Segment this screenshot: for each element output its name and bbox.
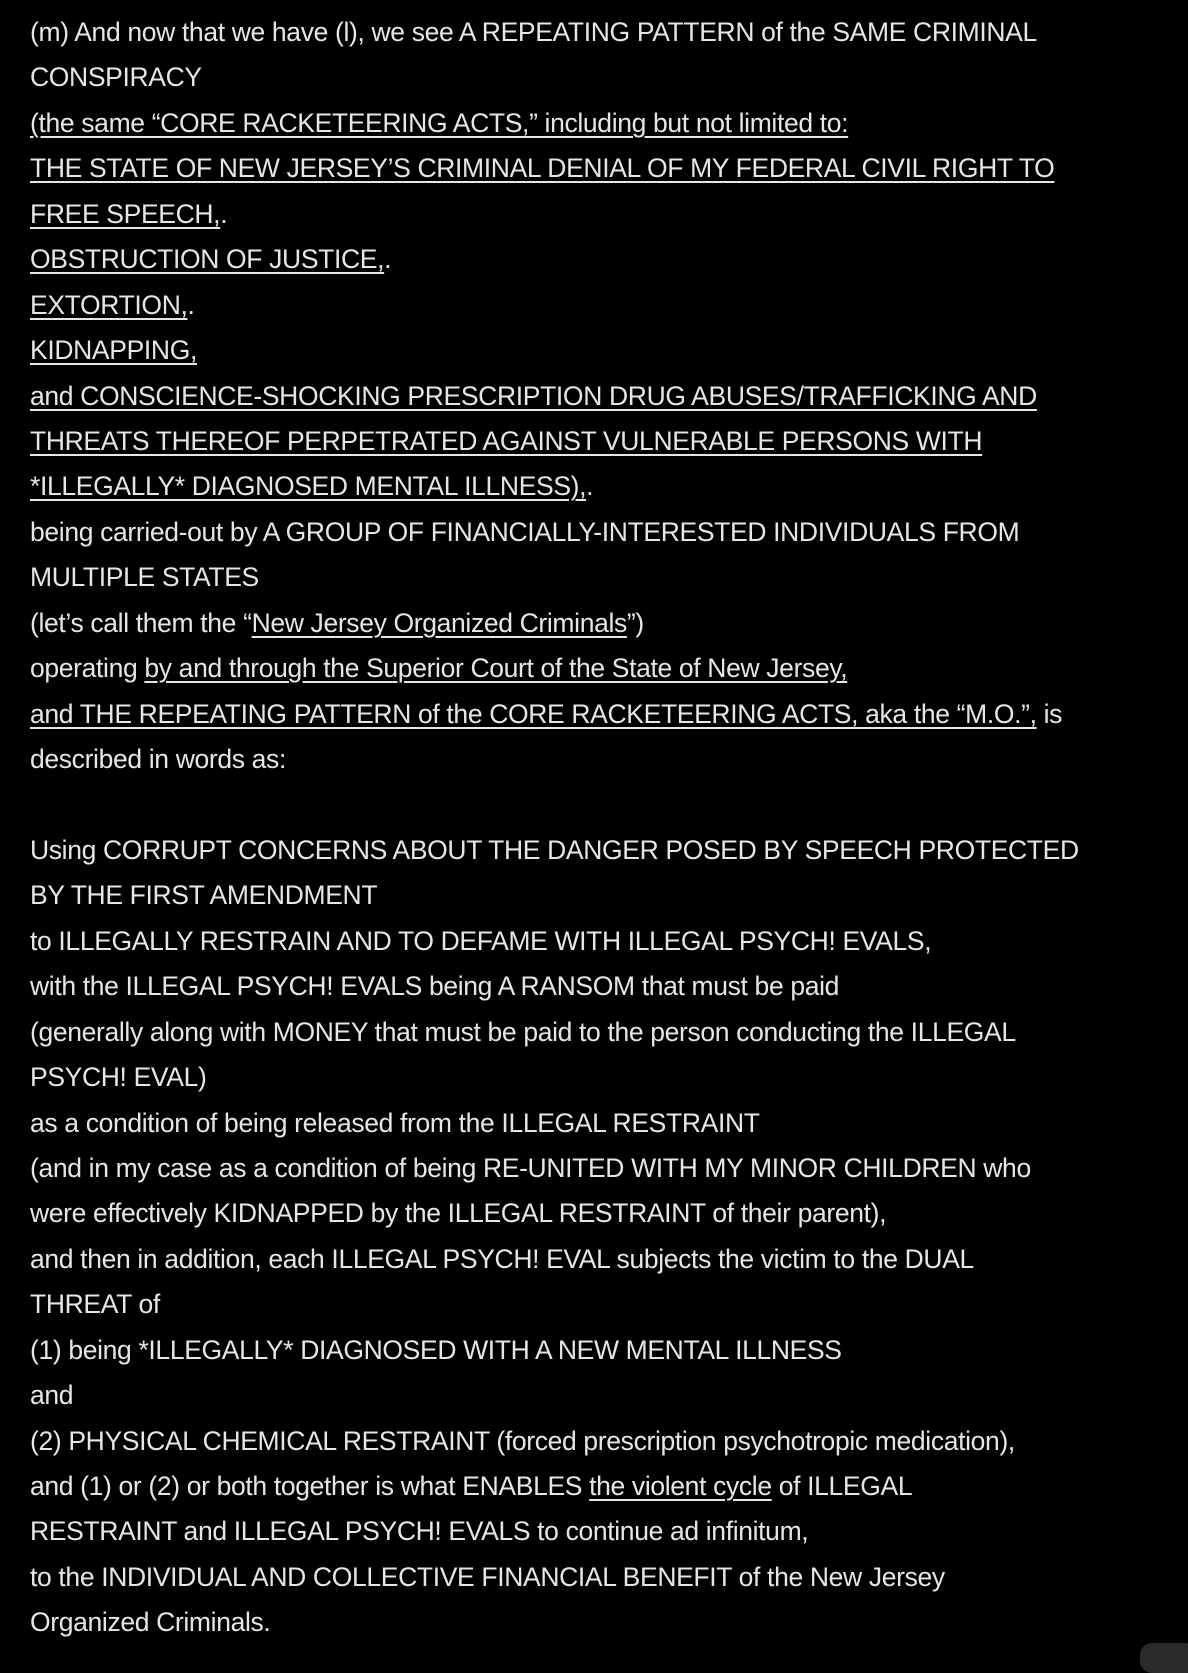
text-line: [30, 510, 1188, 555]
text-line: [30, 146, 1188, 191]
text-segment: is: [1036, 698, 1063, 729]
text-segment: (2) PHYSICAL CHEMICAL RESTRAINT (forced prescription psychotropic medication),: [30, 1425, 1015, 1456]
text-line: [30, 555, 1188, 600]
text-line: [30, 1191, 1188, 1236]
text-segment: being carried-out by A GROUP OF FINANCIALLY-INTERESTED INDIVIDUALS FROM: [30, 516, 1020, 547]
underlined-text: THREATS THEREOF PERPETRATED AGAINST VULNERABLE PERSONS WITH: [30, 425, 983, 456]
text-segment: with the ILLEGAL PSYCH! EVALS being A RANSOM that must be paid: [30, 971, 840, 1002]
text-line: [30, 828, 1188, 873]
text-segment: (1) being *ILLEGALLY* DIAGNOSED WITH A NEW MENTAL ILLNESS: [30, 1334, 842, 1365]
text-segment: described in words as:: [30, 744, 286, 774]
text-line: [30, 601, 1188, 646]
text-line: [30, 1600, 1188, 1645]
text-line: [30, 873, 1188, 918]
underlined-text: KIDNAPPING,: [30, 335, 197, 366]
text-segment: of ILLEGAL: [771, 1471, 913, 1501]
underlined-text: (the same “CORE RACKETEERING ACTS,” including but not limited to:: [30, 107, 849, 138]
underlined-text: *ILLEGALLY* DIAGNOSED MENTAL ILLNESS),: [30, 471, 587, 502]
text-line: [30, 646, 1188, 691]
text-line: [30, 1146, 1188, 1191]
text-segment: .: [586, 471, 594, 502]
text-line: [30, 1328, 1188, 1373]
text-segment: to the INDIVIDUAL AND COLLECTIVE FINANCIAL BENEFIT of the New Jersey: [30, 1561, 945, 1592]
text-segment: were effectively KIDNAPPED by the ILLEGAL RESTRAINT of their parent),: [30, 1198, 887, 1229]
text-line: [30, 1373, 1188, 1418]
text-line: [30, 1282, 1188, 1327]
text-line: [30, 374, 1188, 419]
text-line: [30, 964, 1188, 1009]
document-text: [30, 10, 1188, 1646]
text-line: [30, 101, 1188, 146]
text-segment: Organized Criminals.: [30, 1607, 271, 1638]
text-line: [30, 328, 1188, 373]
text-line: [30, 283, 1188, 328]
text-segment: and then in addition, each ILLEGAL PSYCH! EVAL subjects the victim to the DUAL: [30, 1243, 974, 1274]
text-segment: MULTIPLE STATES: [30, 562, 259, 593]
text-line: [30, 1101, 1188, 1146]
text-segment: (generally along with MONEY that must be paid to the person conducting the ILLEGAL: [30, 1016, 1016, 1047]
text-line: [30, 1237, 1188, 1282]
underlined-text: OBSTRUCTION OF JUSTICE,: [30, 244, 385, 275]
text-segment: (and in my case as a condition of being RE-UNITED WITH MY MINOR CHILDREN who: [30, 1152, 1031, 1183]
text-line: [30, 10, 1188, 55]
text-segment: (m) And now that we have (l), we see A REPEATING PATTERN of the SAME CRIMINAL: [30, 17, 1037, 47]
underlined-text: FREE SPEECH,: [30, 198, 221, 229]
text-line: [30, 1055, 1188, 1100]
text-line: [30, 419, 1188, 464]
text-line: [30, 737, 1188, 782]
text-segment: and (1) or (2) or both together is what ENABLES: [30, 1471, 590, 1501]
text-segment: and: [30, 1380, 74, 1411]
text-line: [30, 464, 1188, 509]
text-segment: .: [220, 198, 228, 229]
text-segment: PSYCH! EVAL): [30, 1062, 207, 1093]
underlined-text: EXTORTION,: [30, 289, 188, 320]
text-line: [30, 1419, 1188, 1464]
text-line: [30, 1464, 1188, 1509]
text-segment: THREAT of: [30, 1289, 160, 1320]
text-segment: operating: [30, 653, 145, 684]
text-segment: BY THE FIRST AMENDMENT: [30, 880, 378, 911]
underlined-text: and CONSCIENCE-SHOCKING PRESCRIPTION DRUG ABUSES/TRAFFICKING AND: [30, 380, 1037, 411]
underlined-text: and THE REPEATING PATTERN of the CORE RACKETEERING ACTS, aka the “M.O.”,: [30, 698, 1037, 729]
underlined-text: the violent cycle: [589, 1471, 772, 1501]
text-segment: CONSPIRACY: [30, 62, 202, 93]
text-segment: to ILLEGALLY RESTRAIN AND TO DEFAME WITH ILLEGAL PSYCH! EVALS,: [30, 925, 932, 956]
underlined-text: New Jersey Organized Criminals: [251, 607, 627, 638]
text-line: [30, 692, 1188, 737]
text-segment: .: [384, 244, 392, 275]
text-segment: Using CORRUPT CONCERNS ABOUT THE DANGER POSED BY SPEECH PROTECTED: [30, 834, 1079, 865]
underlined-text: by and through the Superior Court of the State of New Jersey,: [144, 653, 848, 684]
text-segment: RESTRAINT and ILLEGAL PSYCH! EVALS to continue ad infinitum,: [30, 1516, 809, 1547]
text-line: [30, 1509, 1188, 1554]
underlined-text: THE STATE OF NEW JERSEY’S CRIMINAL DENIAL OF MY FEDERAL CIVIL RIGHT TO: [30, 153, 1055, 184]
text-segment: (let’s call them the “: [30, 607, 252, 638]
text-line: [30, 919, 1188, 964]
scroll-handle[interactable]: [1140, 1643, 1188, 1673]
text-segment: .: [187, 289, 195, 320]
text-segment: ”): [626, 607, 644, 638]
text-line: [30, 1555, 1188, 1600]
text-segment: as a condition of being released from the ILLEGAL RESTRAINT: [30, 1107, 760, 1138]
text-line: [30, 237, 1188, 282]
text-line: [30, 782, 1188, 827]
text-line: [30, 1010, 1188, 1055]
text-line: [30, 55, 1188, 100]
text-line: [30, 192, 1188, 237]
